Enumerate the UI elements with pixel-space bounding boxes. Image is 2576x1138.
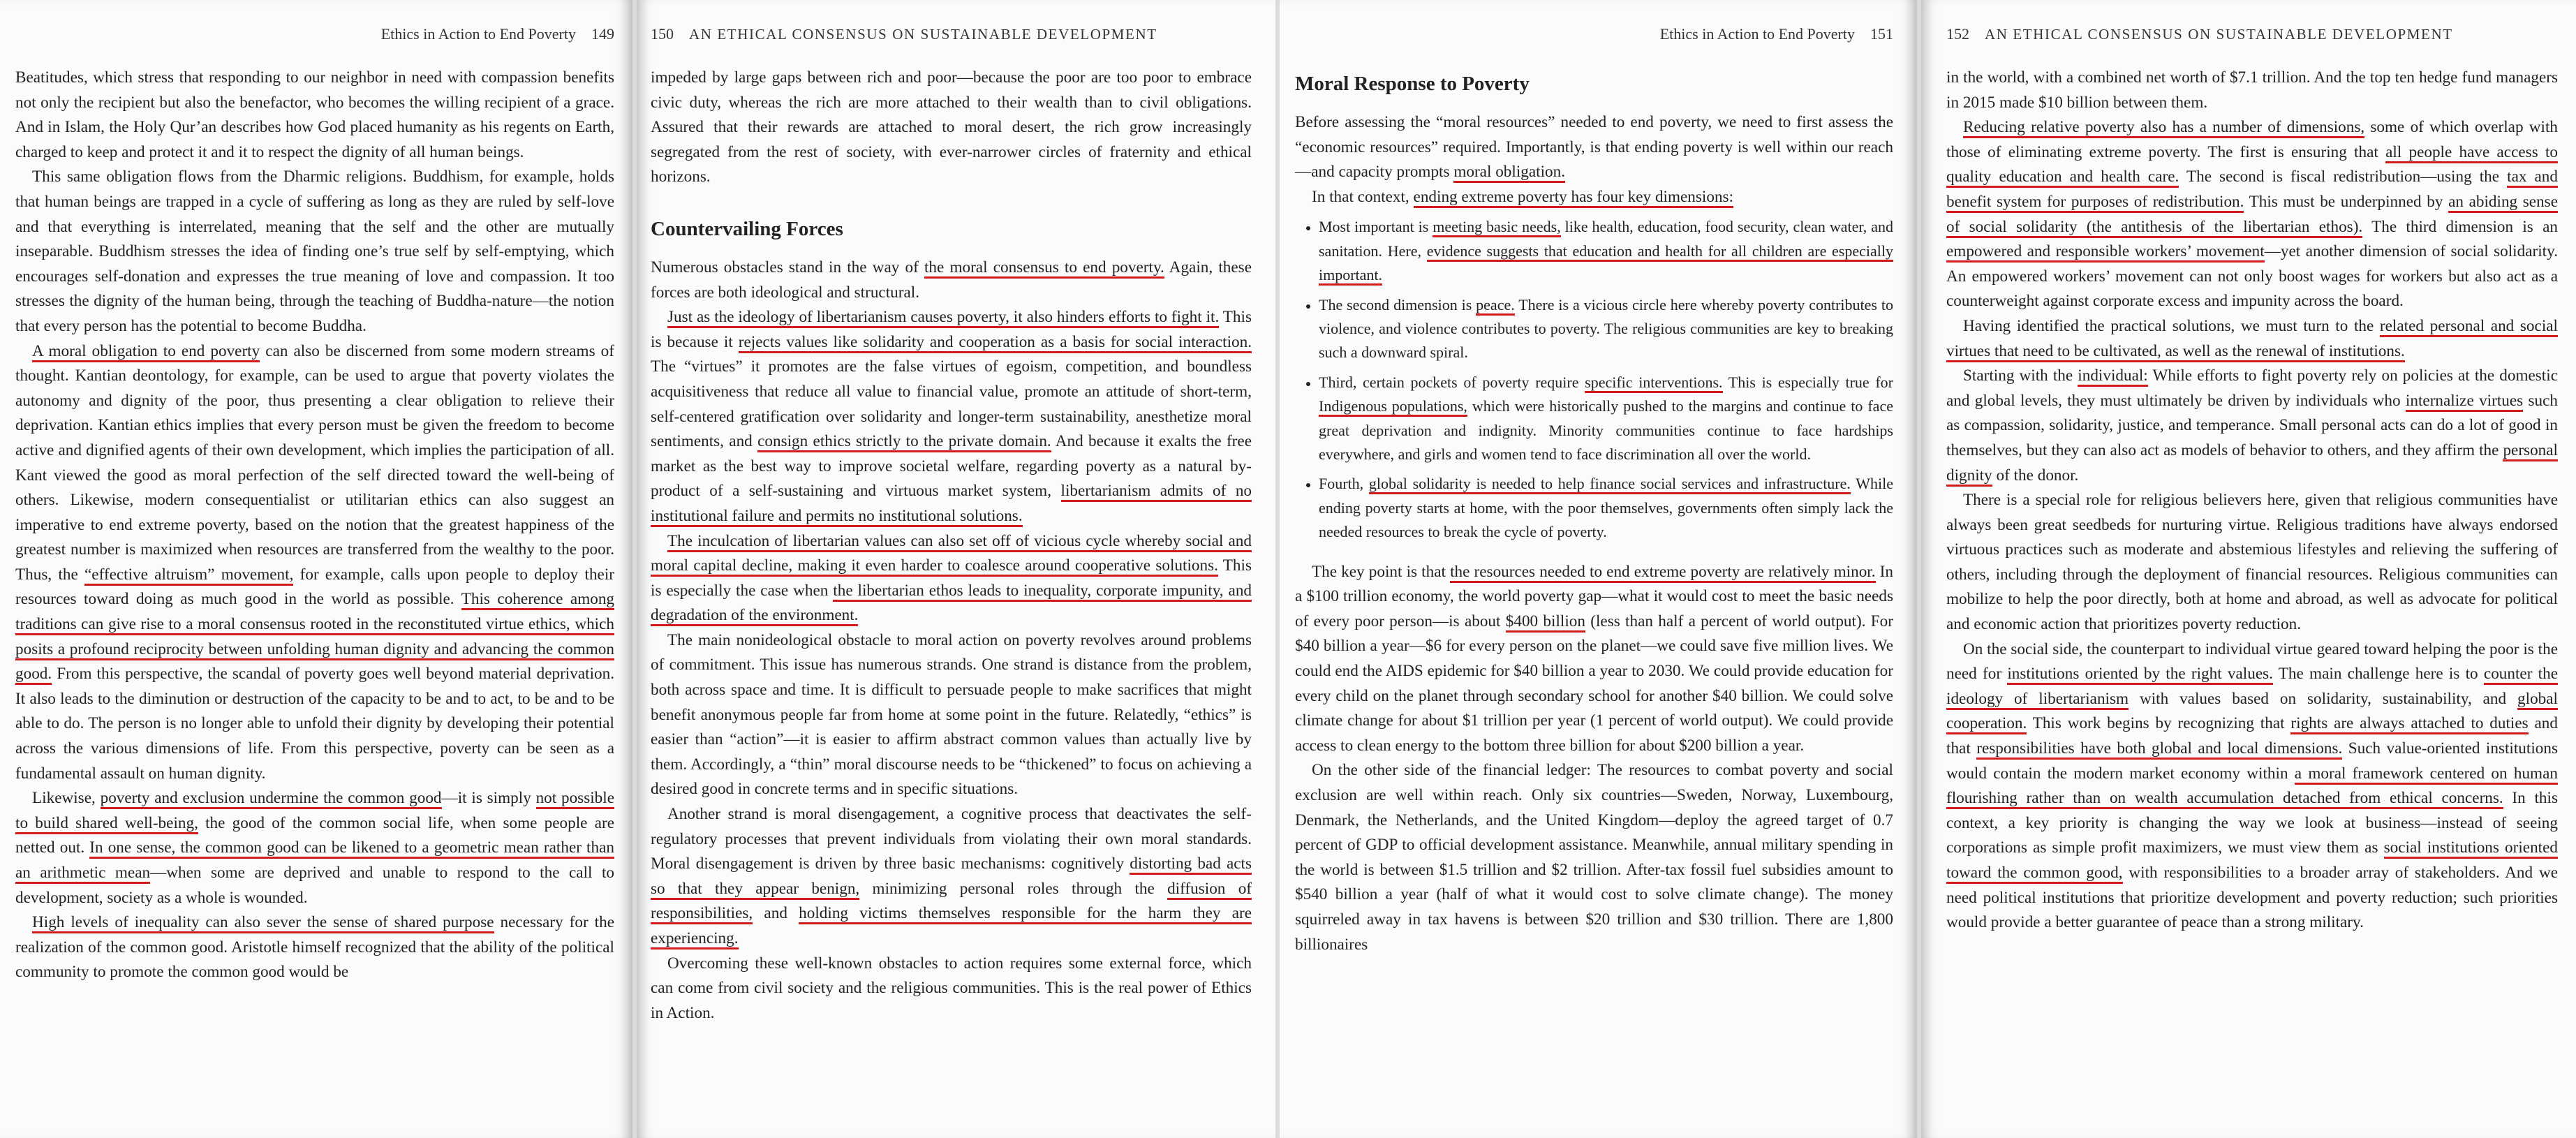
paragraph: On the other side of the financial ledger: The resources to combat poverty and social exclusion are well within reach. Only six countries—Sweden, Norway, Luxembourg, Denmark, the Netherlands, and the United Kingdom—deploy the agreed target of 0.7 percent of GDP to official development assistance. Meanwhile, annual military spending in the world is between $1.5 trillion and $2 trillion. After-tax fossil fuel subsidies amount to $540 billion a year (half of what it would cost to solve climate change). The money squirreled away in tax havens is between $20 trillion and $30 trillion. There are 1,800 billionaires [1295,761,1893,954]
highlight-underline: the moral consensus to end poverty. [924,258,1164,279]
highlight-underline: “effective altruism” movement, [84,566,293,586]
highlight-underline: consign ethics strictly to the private domain. [757,432,1051,452]
highlight-underline: diffusion of responsibilities, [651,880,1252,925]
highlight-underline: poverty and exclusion undermine the common good [101,789,442,809]
running-header-title: Ethics in Action to End Poverty [380,25,576,43]
highlight-underline: Indigenous populations, [1319,397,1467,417]
highlight-underline: global cooperation. [1946,690,2558,735]
highlight-underline: This coherence among traditions can give rise to a moral consensus rooted in the reconstituted virtue ethics, which posits a profound reciprocity between unfolding human dignity and advancing the common good. [15,590,614,685]
highlight-underline: holding victims themselves responsible for the harm they are experiencing. [651,904,1252,949]
paragraph: Starting with the individual: While efforts to fight poverty rely on policies at the domestic and global levels, they must ultimately be driven by individuals who internalize virtues such as compassion, solidarity, justice, and temperance. Small personal acts can do a lot of good in themselves, but they can also act as models of behavior to others, and they affirm the personal dignity of the donor. [1946,364,2558,488]
highlight-underline: institutions oriented by the right values. [2007,665,2273,685]
paragraph: Reducing relative poverty also has a number of dimensions, some of which overlap with those of eliminating extreme poverty. The first is ensuring that all people have access to quality education and health care. The second is fiscal redistribution—using the tax and benefit system for purposes of redistribution. This must be underpinned by an abiding sense of social solidarity (the antithesis of the libertarian ethos). The third dimension is an empowered and responsible workers’ movement—yet another dimension of social solidarity. An empowered workers’ movement can not only boost wages for workers but also act as a counterweight against corporate excess and impunity across the board. [1946,118,2558,311]
highlight-underline: Reducing relative poverty also has a number of dimensions, [1963,118,2364,138]
highlight-underline: evidence suggests that education and health for all children are especially important. [1319,242,1893,286]
highlight-underline: specific interventions. [1585,374,1722,393]
page-152 [1921,0,2576,1138]
highlight-underline: an abiding sense of social solidarity (the antithesis of the libertarian ethos). [1946,193,2558,238]
paragraph: Having identified the practical solutions, we must turn to the related personal and social virtues that need to be cultivated, as well as the renewal of institutions. [1946,314,2558,364]
running-header [1946,24,2558,45]
highlight-underline: High levels of inequality can also sever the sense of shared purpose [32,913,494,933]
running-header [1295,24,1893,45]
highlight-underline: personal dignity [1946,441,2558,487]
highlight-underline: internalize virtues [2406,392,2523,412]
highlight-underline: rights are always attached to duties [2290,714,2528,734]
highlight-underline: In one sense, the common good can be likened to a geometric mean rather than an arithmetic mean [15,838,614,884]
list-item: • Third, certain pockets of poverty require specific interventions. This is especially true for Indigenous populations, which were historically pushed to the margins and continue to face great deprivation and indignity. Minority communities continue to face hardships everywhere, and girls and women tend to face discrimination all over the world. [1319,371,1893,467]
highlight-underline: libertarianism admits of no institutional failure and permits no institutional solutions. [651,482,1252,527]
list-item: • Most important is meeting basic needs, like health, education, food security, clean water, and sanitation. Here, evidence suggests that education and health for all children are especially important. [1319,215,1893,287]
highlight-underline: The inculcation of libertarian values can also set off of vicious cycle whereby social and moral capital decline, making it even harder to coalesce around cooperative solutions. [651,532,1252,577]
paragraph: On the social side, the counterpart to individual virtue geared toward helping the poor is the need for institutions oriented by the right values. The main challenge here is to counter the ideology of libertarianism with values based on solidarity, sustainability, and global cooperation. This work begins by recognizing that rights are always attached to duties and that responsibilities have both global and local dimensions. Such value-oriented institutions would contain the modern market economy within a moral framework centered on human flourishing rather than on wealth accumulation detached from ethical concerns. In this context, a key priority is changing the way we look at business—instead of seeing corporations as simple profit maximizers, we must view them as social institutions oriented toward the common good, with responsibilities to a broader array of stakeholders. And we need political institutions that prioritize development and poverty reduction; such priorities would provide a better guarantee of peace than a strong military. [1946,640,2559,932]
paragraph: Numerous obstacles stand in the way of the moral consensus to end poverty. Again, these forces are both ideological and structural. [651,258,1252,302]
highlight-underline: all people have access to quality education and health care. [1946,143,2558,189]
list-item: • The second dimension is peace. There is a vicious circle here whereby poverty contributes to violence, and violence contributes to poverty. The religious communities are key to breaking such a downward spiral. [1319,293,1893,365]
highlight-underline: Just as the ideology of libertarianism causes poverty, it also hinders efforts to fight it. [667,308,1219,328]
paragraph: impeded by large gaps between rich and poor—because the poor are too poor to embrace civic duty, whereas the rich are more attached to their wealth than to civil obligations. Assured that their rewards are attached to moral desert, the rich grow increasingly segregated from the rest of society, with ever-narrower circles of fraternity and ethical horizons. [651,68,1252,186]
paragraph: There is a special role for religious believers here, given that religious communities have always been great seedbeds for nurturing virtue. Religious traditions have always endorsed virtuous practices such as moderate and abstemious lifestyles and relieving the suffering of others, including through the deployment of financial resources. Religious communities can mobilize to help the poor directly, both at home and abroad, as well as advocate for political and economic action that prioritizes poverty reduction. [1946,491,2558,634]
paragraph: Another strand is moral disengagement, a cognitive process that deactivates the self-regulatory processes that prevent individuals from violating their own moral standards. Moral disengagement is driven by three basic mechanisms: cognitively distorting bad acts so that they appear benign, minimizing personal roles through the diffusion of responsibilities, and holding victims themselves responsible for the harm they are experiencing. [651,802,1252,952]
paragraph: Just as the ideology of libertarianism causes poverty, it also hinders efforts to fight it. This is because it rejects values like solidarity and cooperation as a basis for social interaction. The “virtues” it promotes are the false virtues of egoism, competition, and boundless acquisitiveness that reduce all value to financial value, promote an attitude of short-term, self-centered gratification over solidarity and longer-term sustainability, anesthetize moral sentiments, and consign ethics strictly to the private domain. And because it exalts the free market as the best way to improve societal welfare, regarding poverty as a natural by-product of a self-sustaining and virtuous market system, libertarianism admits of no institutional failure and permits no institutional solutions. [651,305,1252,529]
highlight-underline: social institutions oriented toward the common good, [1946,838,2558,884]
running-header [651,24,1252,45]
page-149 [0,0,632,1138]
paragraph: The inculcation of libertarian values can also set off of vicious cycle whereby social and moral capital decline, making it even harder to coalesce around cooperative solutions. This is especially the case when the libertarian ethos leads to inequality, corporate impunity, and degradation of the environment. [651,529,1252,628]
running-header-title: AN ETHICAL CONSENSUS ON SUSTAINABLE DEVELOPMENT [689,26,1157,43]
list-item: • Fourth, global solidarity is needed to help finance social services and infrastructure. While ending poverty starts at home, with the poor themselves, governments often simply lack the needed resources to break the cycle of poverty. [1319,472,1893,544]
running-header-title: Ethics in Action to End Poverty [1659,25,1855,43]
highlight-underline: global solidarity is needed to help finance social services and infrastructure. [1369,475,1851,494]
highlight-underline: individual: [2078,367,2147,387]
highlight-underline: ending extreme poverty has four key dimensions: [1414,188,1734,208]
section-heading: Moral Response to Poverty [1295,73,1530,95]
highlight-underline: peace. [1476,296,1515,316]
highlight-underline: a moral framework centered on human flourishing rather than on wealth accumulation detached from ethical concerns. [1946,764,2558,810]
paragraph: Beatitudes, which stress that responding to our neighbor in need with compassion benefits not only the recipient but also the benefactor, who becomes the willing recipient of a grace. And in Islam, the Holy Qur’an describes how God placed humanity as his regents on Earth, charged to keep and protect it and it to respect the dignity of all human beings. [15,68,614,161]
highlight-underline: the libertarian ethos leads to inequality, corporate impunity, and degradation of the environment. [651,582,1252,627]
paragraph: Likewise, poverty and exclusion undermine the common good—it is simply not possible to build shared well-being, the good of the common social life, when some people are netted out. In one sense, the common good can be likened to a geometric mean rather than an arithmetic mean—when some are deprived and unable to respond to the call to development, society as a whole is wounded. [15,789,615,907]
highlight-underline: moral obligation. [1453,163,1565,183]
highlight-underline: A moral obligation to end poverty [32,342,260,362]
paragraph: In that context, ending extreme poverty has four key dimensions: [1295,185,1893,210]
paragraph: The key point is that the resources needed to end extreme poverty are relatively minor. In a $100 trillion economy, the world poverty gap—what it would cost to meet the basic needs of every poor person—is about $400 billion (less than half a percent of world output). For $40 billion a year—$6 for every person on the planet—we could save five million lives. We could end the AIDS epidemic for $40 billion a year to 2030. We could provide education for every child on the planet through secondary school for another $40 billion. We could solve climate change for about $1 trillion per year (1 percent of world output). We could provide access to clean energy to the bottom three billion for about $200 billion a year. [1295,562,1893,755]
page-number: 149 [591,25,614,43]
highlight-underline: tax and benefit system for purposes of redistribution. [1946,168,2558,213]
paragraph: This same obligation flows from the Dharmic religions. Buddhism, for example, holds that human beings are trapped in a cycle of suffering as long as they are ruled by self-love and that everything is interrelated, meaning that the self and the other are mutually inseparable. Buddhism stresses the idea of finding one’s true self by self-emptying, which encourages self-donation and expresses the true meaning of love and compassion. It too stresses the dignity of the human being, through the teaching of Buddha-nature—the notion that every person has the potential to become Buddha. [15,168,614,335]
dimensions-list [1295,215,1893,544]
highlight-underline: the resources needed to end extreme poverty are relatively minor. [1450,563,1875,583]
section-heading: Countervailing Forces [651,217,843,240]
page-150 [637,0,1275,1138]
paragraph: in the world, with a combined net worth of $7.1 trillion. And the top ten hedge fund managers in 2015 made $10 billion between them. [1946,68,2558,112]
running-header [15,24,614,45]
highlight-underline: empowered and responsible workers’ movement [1946,242,2265,263]
page-number: 152 [1946,25,1969,43]
running-header-title: AN ETHICAL CONSENSUS ON SUSTAINABLE DEVELOPMENT [1985,26,2453,43]
highlight-underline: responsibilities have both global and local dimensions. [1976,739,2342,760]
paragraph: Overcoming these well-known obstacles to action requires some external force, which can come from civil society and the religious communities. This is the real power of Ethics in Action. [651,954,1252,1022]
page-number: 150 [651,25,674,43]
paragraph: A moral obligation to end poverty can also be discerned from some modern streams of thought. Kantian deontology, for example, can be used to argue that poverty violates the autonomy and dignity of the poor, thus presenting a clear obligation to relieve their deprivation. Kantian ethics implies that every person must be given the freedom to become active and dignified agents of their own development, which implies the participation of all. Kant viewed the good as moral perfection of the self directed toward the well-being of others. Likewise, modern consequentialist or utilitarian ethics can also suggest an imperative to end extreme poverty, based on the notion that the greatest happiness of the greatest number is maximized when resources are transferred from the wealthy to the poor. Thus, the “effective altruism” movement, for example, calls upon people to deploy their resources toward doing as much good in the world as possible. This coherence among traditions can give rise to a moral consensus rooted in the reconstituted virtue ethics, which posits a profound reciprocity between unfolding human dignity and advancing the common good. From this perspective, the scandal of poverty goes well beyond material deprivation. It also leads to the diminution or destruction of the capacity to be and to act, to be and to be able to do. The person is no longer able to unfold their dignity by developing their potential across the various dimensions of life. From this perspective, poverty can be seen as a fundamental assault on human dignity. [15,341,615,783]
paragraph: Before assessing the “moral resources” needed to end poverty, we need to first assess the “economic resources” required. Importantly, is that ending poverty is well within our reach—and capacity prompts moral obligation. [1295,110,1893,185]
highlight-underline: not possible to build shared well-being, [15,789,614,834]
highlight-underline: meeting basic needs, [1433,218,1561,237]
highlight-underline: counter the ideology of libertarianism [1946,665,2558,710]
paragraph: The main nonideological obstacle to moral action on poverty revolves around problems of commitment. This issue has numerous strands. One strand is distance from the problem, both across space and time. It is difficult to persuade people to make sacrifices that might benefit anonymous people far from home at some point in the future. Relatedly, “ethics” is easier than “action”—it is easier to affirm abstract common values than actually live by them. Accordingly, a “thin” moral discourse needs to be “thickened” to focus on achieving a desired good in concrete terms and in specific situations. [651,630,1252,799]
highlight-underline: related personal and social virtues that need to be cultivated, as well as the renewal of institutions. [1946,317,2558,362]
paragraph: High levels of inequality can also sever the sense of shared purpose necessary for the realization of the common good. Aristotle himself recognized that the ability of the political community to promote the common good would be [15,913,614,982]
highlight-underline: rejects values like solidarity and cooperation as a basis for social interaction. [739,333,1252,353]
page-151 [1280,0,1917,1138]
page-number: 151 [1870,25,1893,43]
highlight-underline: distorting bad acts so that they appear benign, [651,855,1252,900]
highlight-underline: $400 billion [1506,612,1585,633]
